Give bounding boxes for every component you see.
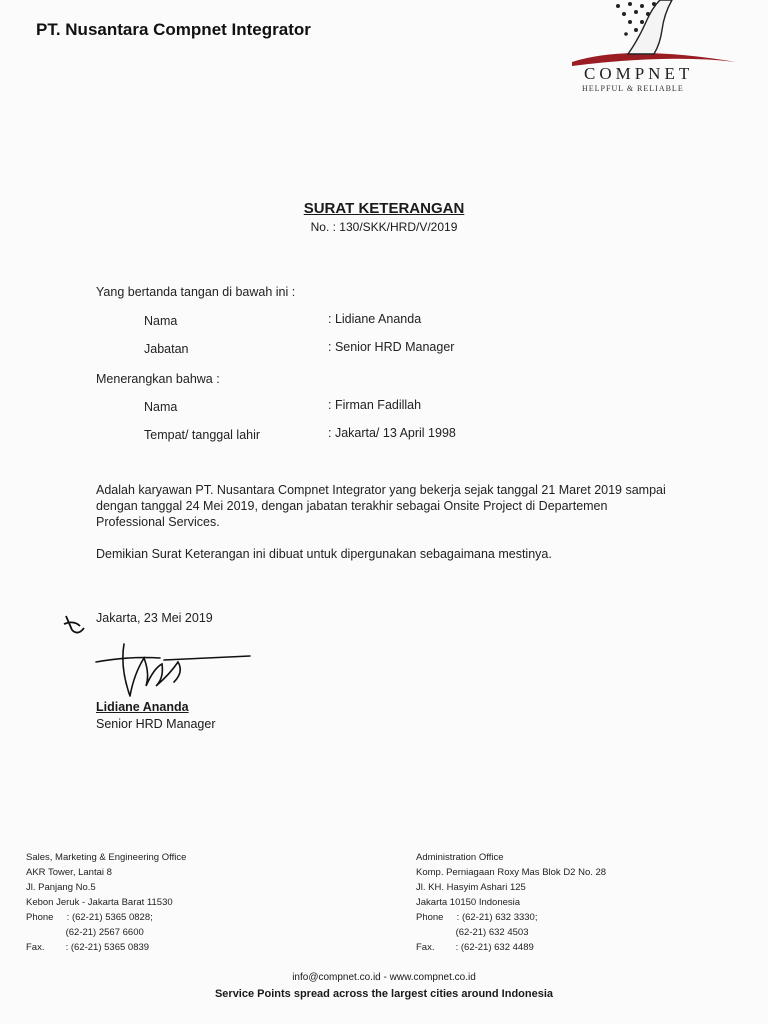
letter-number: No. : 130/SKK/HRD/V/2019 — [310, 220, 458, 234]
logo-text: COMPNET — [584, 64, 694, 83]
employee-name-label: Nama — [144, 400, 178, 414]
footer-left-line: (62-21) 2567 6600 — [26, 927, 144, 938]
footer-right-line: Phone : (62-21) 632 3330; — [416, 912, 538, 923]
letter-title: SURAT KETERANGAN — [303, 200, 465, 217]
body-paragraph: Adalah karyawan PT. Nusantara Compnet Integrator yang bekerja sejak tanggal 21 Maret 2019 sampai dengan tanggal 24 Mei 2019, dengan jabatan terakhir sebagai Onsite Project di Departemen Professional Services. — [96, 483, 666, 529]
footer-right-line: Jl. KH. Hasyim Ashari 125 — [416, 882, 526, 893]
closing-paragraph: Demikian Surat Keterangan ini dibuat untuk dipergunakan sebagaimana mestinya. — [96, 547, 552, 561]
signer-name-value: : Lidiane Ananda — [328, 312, 422, 326]
initial-mark-icon — [58, 610, 92, 640]
employee-name-value: : Firman Fadillah — [328, 398, 422, 412]
footer-left-line: Sales, Marketing & Engineering Office — [26, 852, 187, 863]
signature-icon — [90, 638, 260, 704]
company-name: PT. Nusantara Compnet Integrator — [36, 20, 311, 39]
place-date: Jakarta, 23 Mei 2019 — [96, 611, 213, 625]
footer-right-address — [416, 850, 606, 955]
signatory-name: Lidiane Ananda — [96, 700, 189, 714]
footer-right-line: Fax. : (62-21) 632 4489 — [416, 942, 534, 953]
employee-birth-label: Tempat/ tanggal lahir — [144, 428, 261, 442]
footer-contact: info@compnet.co.id - www.compnet.co.id — [292, 972, 476, 983]
employee-birth-value: : Jakarta/ 13 April 1998 — [328, 426, 456, 440]
signer-name-label: Nama — [144, 314, 178, 328]
footer-left-line: Kebon Jeruk - Jakarta Barat 11530 — [26, 897, 173, 908]
footer-right-line: (62-21) 632 4503 — [416, 927, 529, 938]
footer-left-line: AKR Tower, Lantai 8 — [26, 867, 112, 878]
footer-tagline: Service Points spread across the largest cities around Indonesia — [214, 988, 554, 1000]
footer-left-line: Phone : (62-21) 5365 0828; — [26, 912, 153, 923]
footer-left-line: Jl. Panjang No.5 — [26, 882, 96, 893]
states-text: Menerangkan bahwa : — [96, 372, 220, 386]
signer-position-value: : Senior HRD Manager — [328, 340, 455, 354]
footer-left-line: Fax. : (62-21) 5365 0839 — [26, 942, 150, 953]
footer-right-line: Administration Office — [416, 852, 504, 863]
footer-right-line: Komp. Perniagaan Roxy Mas Blok D2 No. 28 — [416, 867, 607, 878]
intro-text: Yang bertanda tangan di bawah ini : — [96, 285, 296, 299]
footer-left-address — [26, 850, 186, 955]
logo-tagline: HELPFUL & RELIABLE — [582, 84, 684, 93]
footer-right-line: Jakarta 10150 Indonesia — [416, 897, 521, 908]
signatory-position: Senior HRD Manager — [96, 717, 216, 731]
signer-position-label: Jabatan — [144, 342, 189, 356]
